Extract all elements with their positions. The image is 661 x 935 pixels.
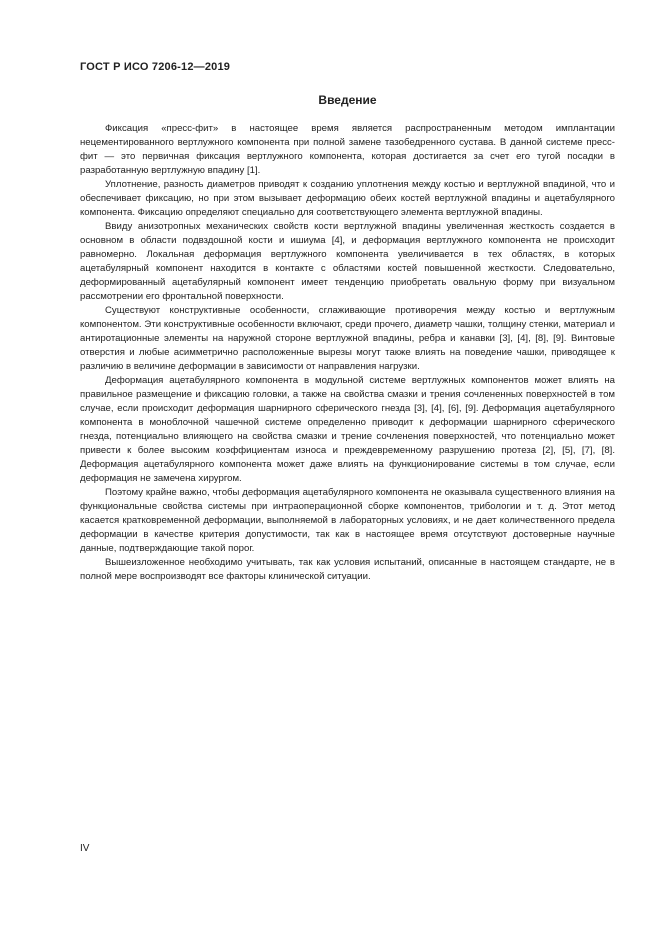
paragraph: Деформация ацетабулярного компонента в модульной системе вертлужных компонентов может влиять на правильное размещение и фиксацию головки, а также на свойства смазки и трения сочлененных поверхностей в том случае, если происходит деформация шарнирного сферического гнезда [3], [4], [6], [9]. Деформация ацетабулярного компонента в моноблочной чашечной системе определенно приводит к деформации шарнирного сферического гнезда, потенциально влияющего на свойства смазки и трение сочленения поверхностей, что потенциально может привести к более высоким коэффициентам износа и преждевременному разрушению протеза [2], [5], [7], [8]. Деформация ацетабулярного компонента может даже влиять на функционирование системы в том случае, если деформация не замечена хирургом. [80,375,615,484]
paragraph: Уплотнение, разность диаметров приводят к созданию уплотнения между костью и вертлужной впадиной, что и обеспечивает фиксацию, но при этом вызывает деформацию обеих костей вертлужной впадины и ацетабулярного компонента. Фиксацию определяют специально для соответствующего элемента вертлужной впадины. [80,179,615,218]
paragraph: Фиксация «пресс-фит» в настоящее время является распространенным методом имплантации нецементированного вертлужного компонента при полной замене тазобедренного сустава. В данной системе пресс-фит — это первичная фиксация вертлужного компонента, которая достигается за счет его тугой посадки в разработанную вертлужную впадину [1]. [80,123,615,176]
section-title: Введение [318,93,377,107]
page-number: IV [80,843,90,854]
paragraph: Ввиду анизотропных механических свойств кости вертлужной впадины увеличенная жесткость создается в основном в области подвздошной кости и ишиума [4], и деформация вертлужного компонента не происходит равномерно. Локальная деформация вертлужного компонента увеличивается в тех областях, в которых ацетабулярный компонент находится в контакте с областями костей повышенной жесткости. Следовательно, деформированный ацетабулярный компонент имеет тенденцию приобретать овальную форму при визуальном рассмотрении его фронтальной поверхности. [80,221,615,302]
paragraph: Поэтому крайне важно, чтобы деформация ацетабулярного компонента не оказывала существенного влияния на функциональные свойства системы при интраоперационной сборке компонентов, трибологии и т. д. Этот метод касается кратковременной деформации, выполняемой в лабораторных условиях, и не дает количественного предела деформации в качестве критерия допустимости, так как в настоящее время отсутствуют достоверные научные данные, подтверждающие такой порог. [80,487,615,554]
body-text [80,122,615,584]
document-header: ГОСТ Р ИСО 7206-12—2019 [80,61,231,73]
paragraph: Вышеизложенное необходимо учитывать, так как условия испытаний, описанные в настоящем стандарте, не в полной мере воспроизводят все факторы клинической ситуации. [80,557,615,582]
paragraph: Существуют конструктивные особенности, сглаживающие противоречия между костью и вертлужным компонентом. Эти конструктивные особенности включают, среди прочего, диаметр чашки, толщину стенки, материал и антиротационные элементы на наружной стороне вертлужной впадины, ребра и канавки [3], [4], [8], [9]. Винтовые отверстия и любые асимметрично расположенные вырезы могут также влиять на поведение чашки, приводящее к различию в величине деформации в зависимости от направления нагрузки. [80,305,615,372]
